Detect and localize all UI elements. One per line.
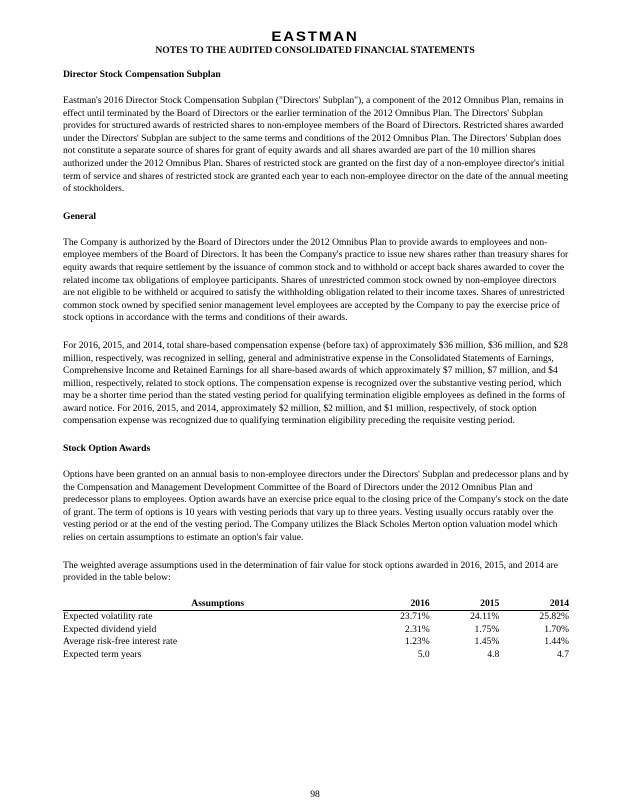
paragraph-stock-options-1: Options have been granted on an annual basis to non-employee directors under the Directors' Subplan and predecessor plans and by the Compensation and Management Development Committee of the Board of Directors under the 2012 Omnibus Plan and predecessor plans to employees. Option awards have an exercise price equal to the closing price of the Company's stock on the date of grant. The term of options is 10 years with vesting periods that vary up to three years. Vesting usually occurs ratably over the vesting period or at the end of the vesting period. The Company utilizes the Black Scholes Merton option valuation model which relies on certain assumptions to estimate an option's fair value. <box>63 469 569 544</box>
cell-2015: 24.11% <box>470 611 500 623</box>
table-header-assumptions: Assumptions <box>63 597 372 611</box>
cell-2015: 1.75% <box>474 623 500 635</box>
table-row <box>63 649 569 662</box>
row-label: Expected term years <box>63 648 142 660</box>
table-header-2015: 2015 <box>442 597 499 611</box>
paragraph-general-1: The Company is authorized by the Board of Directors under the 2012 Omnibus Plan to provide awards to employees and non-employee members of the Board of Directors. It has been the Company's practice to issue new shares rather than treasury shares for equity awards that require settlement by the issuance of common stock and to withhold or accept back shares awarded to cover the related income tax obligations of employee participants. Shares of unrestricted common stock owned by non-employee directors are not eligible to be withheld or acquired to satisfy the withholding obligation related to their income taxes. Shares of unrestricted common stock owned by specified senior management level employees are accepted by the Company to pay the exercise price of stock options in accordance with the terms and conditions of their awards. <box>63 236 569 324</box>
page-content <box>63 69 569 661</box>
cell-2014: 1.70% <box>544 623 569 635</box>
table-header-2016: 2016 <box>372 597 429 611</box>
paragraph-stock-options-2: The weighted average assumptions used in the determination of fair value for stock options awarded in 2016, 2015, and 2014 are provided in the table below: <box>63 559 559 584</box>
cell-2016: 1.23% <box>404 636 430 648</box>
cell-2014: 25.82% <box>539 611 569 623</box>
table-row <box>63 623 569 636</box>
section-heading-general: General <box>63 210 97 222</box>
table-header-2014: 2014 <box>512 597 569 611</box>
assumptions-table <box>63 597 569 661</box>
cell-2015: 1.45% <box>474 636 500 648</box>
cell-2015: 4.8 <box>487 648 500 660</box>
table-row <box>63 610 569 623</box>
row-label: Expected dividend yield <box>63 623 157 635</box>
page-header-title: NOTES TO THE AUDITED CONSOLIDATED FINANCIAL STATEMENTS <box>155 45 475 56</box>
section-heading-stock-options: Stock Option Awards <box>63 443 151 455</box>
paragraph-director: Eastman's 2016 Director Stock Compensation Subplan ("Directors' Subplan"), a component of the 2012 Omnibus Plan, remains in effect until terminated by the Board of Directors or the earlier termination of the 2012 Omnibus Plan. The Directors' Subplan provides for structured awards of restricted shares to non-employee members of the Board of Directors. Restricted shares awarded under the Directors' Subplan are subject to the same terms and conditions of the 2012 Omnibus Plan. The Directors' Subplan does not constitute a separate source of shares for grant of equity awards and all shares awarded are part of the 10 million shares authorized under the 2012 Omnibus Plan. Shares of restricted stock are granted on the first day of a non-employee director's initial term of service and shares of restricted stock are granted each year to each non-employee director on the date of the annual meeting of stockholders. <box>63 95 569 195</box>
cell-2014: 1.44% <box>544 636 569 648</box>
row-label: Expected volatility rate <box>63 611 153 623</box>
cell-2016: 2.31% <box>404 623 430 635</box>
table-row <box>63 636 569 649</box>
paragraph-general-2: For 2016, 2015, and 2014, total share-based compensation expense (before tax) of approximately $36 million, $36 million, and $28 million, respectively, was recognized in selling, general and administrative expense in the Consolidated Statements of Earnings, Comprehensive Income and Retained Earnings for all share-based awards of which approximately $7 million, $7 million, and $4 million, respectively, related to stock options. The compensation expense is recognized over the substantive vesting period, which may be a shorter time period than the stated vesting period for qualifying termination eligible employees as defined in the forms of award notice. For 2016, 2015, and 2014, approximately $2 million, $2 million, and $1 million, respectively, of stock option compensation expense was recognized due to qualifying termination eligibility preceding the requisite vesting period. <box>63 339 568 427</box>
cell-2016: 23.71% <box>400 611 430 623</box>
table-header-row <box>63 597 569 611</box>
cell-2014: 4.7 <box>557 648 569 660</box>
section-heading-director: Director Stock Compensation Subplan <box>63 69 221 80</box>
page-number: 98 <box>310 789 320 800</box>
company-logo: EASTMAN <box>271 29 359 44</box>
cell-2016: 5.0 <box>417 648 430 660</box>
row-label: Average risk-free interest rate <box>63 636 178 648</box>
